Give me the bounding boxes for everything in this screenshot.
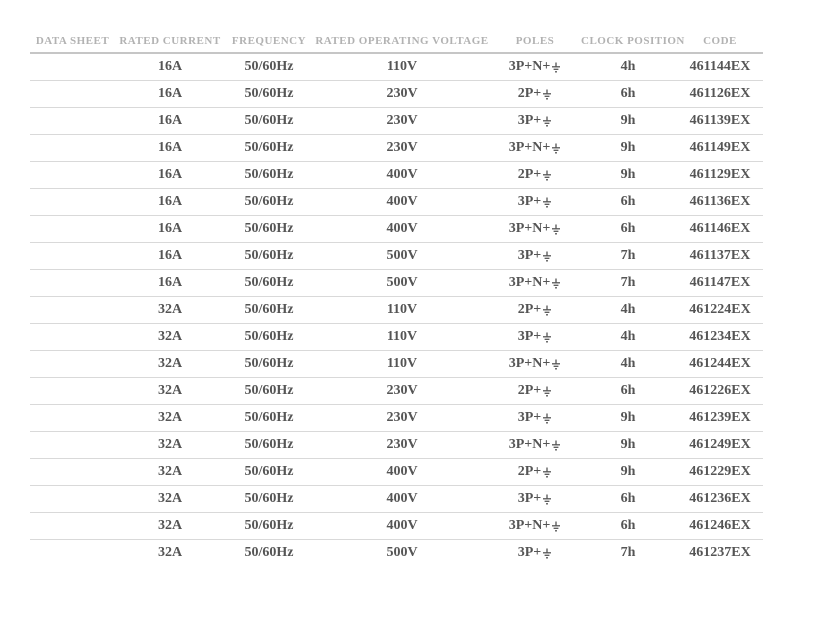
cell-poles: 3P+N+ xyxy=(491,512,579,539)
cell-data-sheet xyxy=(30,296,115,323)
cell-code: 461239EX xyxy=(689,409,751,425)
cell-voltage: 500V xyxy=(386,247,418,263)
cell-frequency: 50/60Hz xyxy=(244,139,294,155)
cell-poles: 3P+N+ xyxy=(491,431,579,458)
table-header xyxy=(30,30,763,53)
cell-voltage: 230V xyxy=(386,139,418,155)
table-row xyxy=(30,512,763,539)
earth-ground-icon xyxy=(542,548,552,559)
cell-frequency: 50/60Hz xyxy=(244,301,294,317)
column-header-voltage: RATED OPERATING VOLTAGE xyxy=(315,35,489,47)
cell-rated-current: 16A xyxy=(157,85,183,101)
cell-clock: 9h xyxy=(620,436,636,452)
earth-ground-icon xyxy=(551,224,561,235)
cell-code: 461137EX xyxy=(689,247,751,263)
cell-rated-current: 32A xyxy=(157,382,183,398)
table-row xyxy=(30,323,763,350)
cell-rated-current: 16A xyxy=(157,220,183,236)
cell-code: 461234EX xyxy=(689,328,751,344)
cell-clock: 9h xyxy=(620,139,636,155)
cell-rated-current: 16A xyxy=(157,58,183,74)
table-body xyxy=(30,53,763,566)
cell-poles: 3P+N+ xyxy=(491,215,579,242)
cell-poles: 3P+ xyxy=(491,485,579,512)
cell-rated-current: 32A xyxy=(157,463,183,479)
earth-ground-icon xyxy=(551,62,561,73)
cell-frequency: 50/60Hz xyxy=(244,247,294,263)
product-spec-table-container xyxy=(30,30,763,566)
cell-rated-current: 32A xyxy=(157,328,183,344)
cell-clock: 7h xyxy=(620,544,636,560)
table-row xyxy=(30,134,763,161)
earth-ground-icon xyxy=(542,332,552,343)
cell-data-sheet xyxy=(30,161,115,188)
cell-code: 461126EX xyxy=(689,85,751,101)
cell-code: 461236EX xyxy=(689,490,751,506)
cell-code: 461136EX xyxy=(689,193,751,209)
cell-poles: 2P+ xyxy=(491,458,579,485)
cell-frequency: 50/60Hz xyxy=(244,463,294,479)
cell-frequency: 50/60Hz xyxy=(244,58,294,74)
cell-code: 461237EX xyxy=(689,544,751,560)
cell-frequency: 50/60Hz xyxy=(244,382,294,398)
table-row xyxy=(30,161,763,188)
table-row xyxy=(30,80,763,107)
cell-poles: 3P+ xyxy=(491,539,579,566)
cell-frequency: 50/60Hz xyxy=(244,274,294,290)
cell-clock: 9h xyxy=(620,463,636,479)
earth-ground-icon xyxy=(551,278,561,289)
cell-data-sheet xyxy=(30,134,115,161)
cell-voltage: 400V xyxy=(386,490,418,506)
cell-poles: 3P+N+ xyxy=(491,350,579,377)
cell-poles: 2P+ xyxy=(491,296,579,323)
cell-frequency: 50/60Hz xyxy=(244,193,294,209)
earth-ground-icon xyxy=(551,143,561,154)
cell-poles: 2P+ xyxy=(491,377,579,404)
cell-data-sheet xyxy=(30,458,115,485)
cell-voltage: 230V xyxy=(386,112,418,128)
cell-clock: 6h xyxy=(620,85,636,101)
cell-rated-current: 32A xyxy=(157,490,183,506)
cell-poles: 3P+ xyxy=(491,404,579,431)
earth-ground-icon xyxy=(551,521,561,532)
cell-poles: 3P+N+ xyxy=(491,134,579,161)
cell-frequency: 50/60Hz xyxy=(244,220,294,236)
cell-code: 461224EX xyxy=(689,301,751,317)
table-row xyxy=(30,404,763,431)
cell-data-sheet xyxy=(30,80,115,107)
cell-rated-current: 16A xyxy=(157,247,183,263)
table-row xyxy=(30,242,763,269)
earth-ground-icon xyxy=(542,386,552,397)
earth-ground-icon xyxy=(542,89,552,100)
column-header-data-sheet: DATA SHEET xyxy=(35,35,110,47)
column-header-poles: POLES xyxy=(515,35,555,47)
cell-poles: 3P+N+ xyxy=(491,53,579,80)
table-row xyxy=(30,539,763,566)
table-row xyxy=(30,215,763,242)
cell-voltage: 500V xyxy=(386,544,418,560)
cell-voltage: 230V xyxy=(386,85,418,101)
earth-ground-icon xyxy=(542,197,552,208)
cell-rated-current: 32A xyxy=(157,301,183,317)
cell-frequency: 50/60Hz xyxy=(244,85,294,101)
cell-rated-current: 32A xyxy=(157,517,183,533)
cell-voltage: 400V xyxy=(386,193,418,209)
cell-rated-current: 16A xyxy=(157,139,183,155)
cell-clock: 9h xyxy=(620,112,636,128)
cell-frequency: 50/60Hz xyxy=(244,436,294,452)
earth-ground-icon xyxy=(542,494,552,505)
earth-ground-icon xyxy=(542,467,552,478)
cell-rated-current: 32A xyxy=(157,409,183,425)
cell-frequency: 50/60Hz xyxy=(244,166,294,182)
cell-voltage: 400V xyxy=(386,166,418,182)
cell-poles: 2P+ xyxy=(491,161,579,188)
cell-data-sheet xyxy=(30,107,115,134)
cell-data-sheet xyxy=(30,512,115,539)
cell-clock: 4h xyxy=(620,301,636,317)
cell-data-sheet xyxy=(30,215,115,242)
cell-code: 461129EX xyxy=(689,166,751,182)
cell-frequency: 50/60Hz xyxy=(244,328,294,344)
cell-data-sheet xyxy=(30,431,115,458)
product-spec-table xyxy=(30,30,763,566)
table-header-row xyxy=(30,30,763,53)
cell-poles: 3P+ xyxy=(491,323,579,350)
cell-frequency: 50/60Hz xyxy=(244,517,294,533)
cell-data-sheet xyxy=(30,485,115,512)
cell-data-sheet xyxy=(30,188,115,215)
table-row xyxy=(30,107,763,134)
cell-voltage: 500V xyxy=(386,274,418,290)
earth-ground-icon xyxy=(542,251,552,262)
cell-poles: 2P+ xyxy=(491,80,579,107)
cell-data-sheet xyxy=(30,53,115,80)
cell-poles: 3P+ xyxy=(491,242,579,269)
cell-rated-current: 16A xyxy=(157,112,183,128)
table-row xyxy=(30,350,763,377)
table-row xyxy=(30,377,763,404)
earth-ground-icon xyxy=(542,305,552,316)
cell-rated-current: 16A xyxy=(157,274,183,290)
cell-data-sheet xyxy=(30,242,115,269)
earth-ground-icon xyxy=(542,170,552,181)
cell-voltage: 400V xyxy=(386,463,418,479)
cell-clock: 6h xyxy=(620,193,636,209)
column-header-rated-current: RATED CURRENT xyxy=(119,35,221,47)
cell-code: 461147EX xyxy=(689,274,751,290)
cell-code: 461229EX xyxy=(689,463,751,479)
earth-ground-icon xyxy=(542,413,552,424)
column-header-clock: CLOCK POSITION xyxy=(581,35,685,47)
table-row xyxy=(30,188,763,215)
cell-rated-current: 16A xyxy=(157,193,183,209)
cell-clock: 7h xyxy=(620,247,636,263)
cell-clock: 7h xyxy=(620,274,636,290)
cell-voltage: 110V xyxy=(386,355,418,371)
cell-voltage: 230V xyxy=(386,436,418,452)
cell-data-sheet xyxy=(30,350,115,377)
cell-code: 461144EX xyxy=(689,58,751,74)
cell-frequency: 50/60Hz xyxy=(244,490,294,506)
cell-clock: 6h xyxy=(620,490,636,506)
cell-code: 461226EX xyxy=(689,382,751,398)
cell-code: 461139EX xyxy=(689,112,751,128)
cell-code: 461244EX xyxy=(689,355,751,371)
cell-frequency: 50/60Hz xyxy=(244,544,294,560)
table-row xyxy=(30,458,763,485)
cell-poles: 3P+ xyxy=(491,188,579,215)
cell-rated-current: 32A xyxy=(157,544,183,560)
cell-poles: 3P+N+ xyxy=(491,269,579,296)
cell-clock: 4h xyxy=(620,58,636,74)
cell-frequency: 50/60Hz xyxy=(244,112,294,128)
cell-data-sheet xyxy=(30,539,115,566)
cell-voltage: 110V xyxy=(386,328,418,344)
cell-clock: 4h xyxy=(620,355,636,371)
table-row xyxy=(30,53,763,80)
cell-rated-current: 32A xyxy=(157,355,183,371)
cell-data-sheet xyxy=(30,377,115,404)
cell-voltage: 110V xyxy=(386,301,418,317)
cell-clock: 9h xyxy=(620,409,636,425)
earth-ground-icon xyxy=(551,359,561,370)
cell-data-sheet xyxy=(30,269,115,296)
cell-voltage: 110V xyxy=(386,58,418,74)
cell-code: 461246EX xyxy=(689,517,751,533)
cell-rated-current: 32A xyxy=(157,436,183,452)
table-row xyxy=(30,296,763,323)
cell-frequency: 50/60Hz xyxy=(244,409,294,425)
cell-clock: 9h xyxy=(620,166,636,182)
cell-clock: 6h xyxy=(620,220,636,236)
cell-code: 461149EX xyxy=(689,139,751,155)
cell-code: 461249EX xyxy=(689,436,751,452)
cell-data-sheet xyxy=(30,323,115,350)
cell-voltage: 400V xyxy=(386,220,418,236)
table-row xyxy=(30,431,763,458)
cell-code: 461146EX xyxy=(689,220,751,236)
earth-ground-icon xyxy=(551,440,561,451)
cell-frequency: 50/60Hz xyxy=(244,355,294,371)
table-row xyxy=(30,485,763,512)
table-row xyxy=(30,269,763,296)
cell-poles: 3P+ xyxy=(491,107,579,134)
cell-voltage: 400V xyxy=(386,517,418,533)
cell-clock: 6h xyxy=(620,382,636,398)
cell-voltage: 230V xyxy=(386,382,418,398)
cell-data-sheet xyxy=(30,404,115,431)
earth-ground-icon xyxy=(542,116,552,127)
cell-clock: 4h xyxy=(620,328,636,344)
column-header-frequency: FREQUENCY xyxy=(231,35,307,47)
cell-clock: 6h xyxy=(620,517,636,533)
cell-voltage: 230V xyxy=(386,409,418,425)
column-header-code: CODE xyxy=(703,35,737,47)
cell-rated-current: 16A xyxy=(157,166,183,182)
